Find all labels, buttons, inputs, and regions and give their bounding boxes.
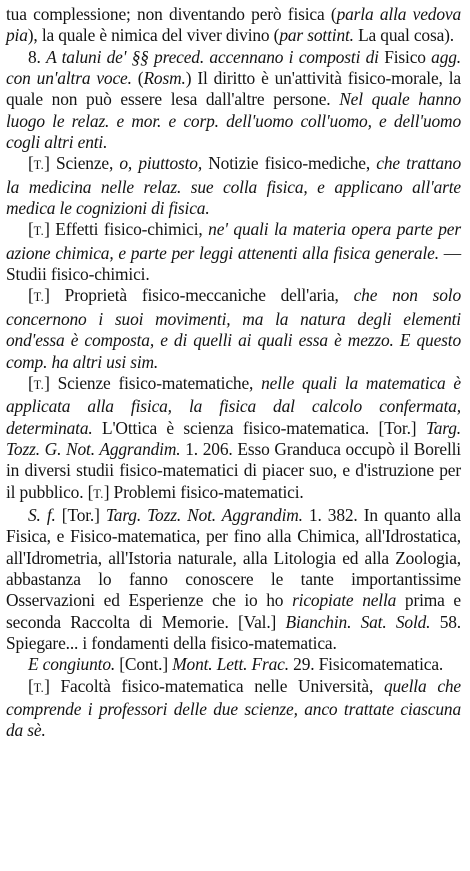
text-run: 58. Spiegare... i fondamenti della fisico-matematica. [6,611,461,653]
italic-text: che trattano la medicina nelle relaz. sue colla fisica, e applicano all'arte medica le cognizioni di fisica. [6,153,461,219]
text-run: [Cont.] [115,654,173,675]
small-caps-text: T. [33,377,45,392]
text-run: 29. Fisicomatematica. [288,654,444,675]
para-fisico-mediche [6,153,461,219]
italic-text: che non solo concernono i suoi movimenti, ma la natura degli elementi ond'essa è composta, e di quelli ai quali essa è mezzo. E questo comp. ha altri usi sim. [6,285,462,372]
text-run: ) Il diritto è un'attività fisico-morale, la quale non può essere lesa dall'altre persone. [6,68,461,110]
text-run: [ [28,372,34,393]
text-run: ] Effetti fisico-chimici, [44,219,209,240]
text-run: [ [28,153,34,174]
text-run: ] Problemi fisico-matematici. [103,481,304,502]
text-run: La qual cosa). [353,25,454,46]
text-run: tua complessione; non diventando però fisica ( [6,4,337,24]
small-caps-text: T. [93,486,104,501]
text-run: [ [28,285,34,306]
italic-text: A taluni de' §§ preced. accennano i composti di [46,46,379,67]
text-run: — Studii fisico-chimici. [6,242,461,285]
para-continuation [6,4,461,47]
italic-text: quella che comprende i professori delle due scienze, anco trattate ciascuna da sè. [6,675,461,741]
italic-text: nelle quali la matematica è applicata alla fisica, la fisica dal calcolo confermata, determinata. [6,372,461,438]
text-run: ), la quale è nimica del viver divino ( [27,25,280,46]
text-run: ] Scienze, [44,153,120,174]
text-run: ] Scienze fisico-matematiche, [44,372,262,393]
text-run: Notizie fisico-mediche, [202,153,377,174]
para-fisico-meccaniche [6,285,461,372]
italic-text: agg. con un'altra voce. [6,46,461,89]
para-sost-fem [6,505,461,654]
text-run: ] Facoltà fisico-matematica nelle Università, [44,675,384,696]
italic-text: ricopiate nella [292,590,397,611]
text-run: 8. [28,46,47,67]
text-run: [Tor.] [55,504,106,525]
text-run: [ [28,219,34,240]
italic-text: par sottint. [279,25,354,46]
italic-text: Targ. Tozz. G. Not. Aggrandim. [6,417,461,459]
para-fisico-matematiche [6,373,461,505]
italic-text: S. f. [28,504,56,525]
text-run: 1. 382. In quanto alla Fisica, e Fisico-matematica, per fino alla Chimica, all'Idrostatica, all'Idrometria, all'Istoria naturale, alla Litologia ed alla Zoologia, abbastanza lo fanno conoscere le tante importantissime Osservazioni ed Esperienze che io ho [6,504,461,611]
small-caps-text: T. [33,158,45,173]
text-run: 1. 206. Esso Granduca occupò il Borelli in diversi studii fisico-matematici di piacer suo, e d'istruzione per il pubblico. [ [6,438,461,502]
para-congiunto [6,654,461,675]
small-caps-text: T. [33,290,45,305]
italic-text: Mont. Lett. Frac. [172,654,289,675]
small-caps-text: T. [33,680,45,695]
italic-text: o, piuttosto, [119,153,203,174]
text-run: ( [131,68,144,89]
italic-text: ne' quali la materia opera parte per azione chimica, e parte per leggi attenenti alla fisica generale. [6,219,461,263]
text-run: L'Ottica è scienza fisico-matematica. [Tor.] [92,417,426,438]
small-caps-text: T. [33,224,45,239]
text-run: [ [28,675,34,696]
italic-text: Rosm. [143,68,186,89]
text-run: prima e seconda Raccolta di Memorie. [Val.] [6,590,461,632]
text-run: ] Proprietà fisico-meccaniche dell'aria, [44,285,354,306]
italic-text: Nel quale hanno luogo le relaz. e mor. e corp. dell'uomo coll'uomo, e dell'uomo cogli altri enti. [6,89,461,153]
para-section-8 [6,47,461,154]
italic-text: parla alla vedova pia [6,4,461,46]
para-fisico-chimici [6,219,461,285]
italic-text: Bianchin. Sat. Sold. [285,611,431,632]
text-run: Fisico [378,46,432,67]
italic-text: E congiunto. [28,654,116,675]
italic-text: Targ. Tozz. Not. Aggrandim. [105,504,303,525]
para-facolta [6,676,461,742]
